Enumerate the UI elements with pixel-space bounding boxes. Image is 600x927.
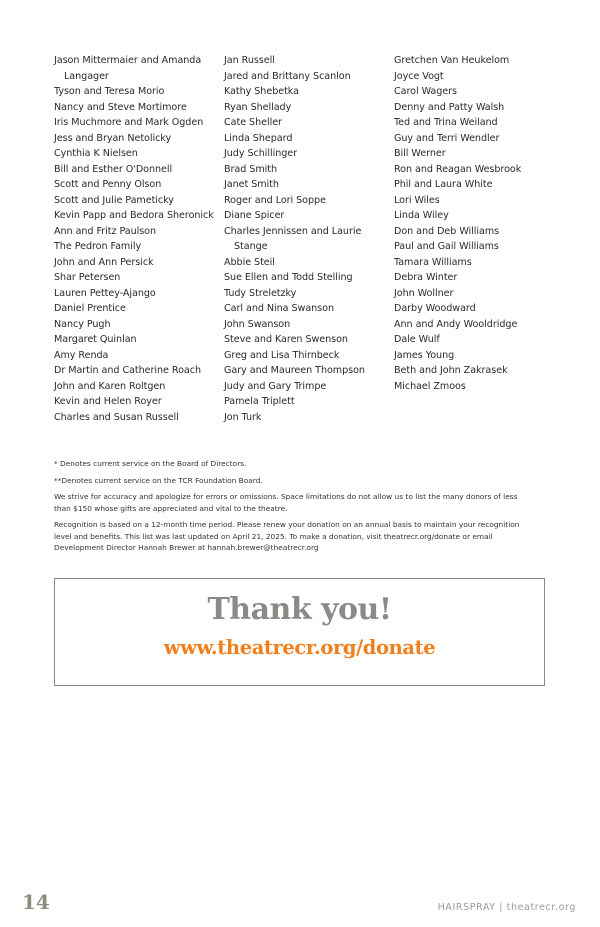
donor-name: Kevin Papp and Bedora Sheronick — [54, 210, 214, 221]
donor-name: Margaret Quinlan — [54, 334, 137, 345]
donor-name: Dale Wulf — [394, 334, 440, 345]
donor-column-3 — [394, 53, 559, 394]
donor-name: Charles and Susan Russell — [54, 411, 179, 423]
donor-name: Shar Petersen — [54, 272, 121, 283]
donor-name: Bill and Esther O'Donnell — [54, 163, 173, 175]
donor-name: Cynthia K Nielsen — [54, 148, 138, 159]
thank-you-box — [54, 578, 545, 686]
donor-name: Janet Smith — [224, 179, 279, 190]
donor-name: Don and Deb Williams — [394, 225, 500, 237]
donor-name: Jess and Bryan Netolicky — [54, 132, 172, 144]
board-note: * Denotes current service on the Board of Directors. — [54, 459, 247, 468]
donor-name: Jason Mittermaier and Amanda Langager — [54, 55, 202, 82]
donor-name: Roger and Lori Soppe — [224, 194, 326, 206]
donor-name: Carl and Nina Swanson — [224, 303, 334, 314]
donor-name: John and Karen Roltgen — [54, 380, 166, 392]
donor-name: Jared and Brittany Scanlon — [224, 70, 351, 82]
donor-name: Guy and Terri Wendler — [394, 132, 500, 144]
page-number: 14 — [22, 890, 50, 914]
donor-name: Sue Ellen and Todd Stelling — [224, 272, 353, 283]
donor-name: Ted and Trina Weiland — [394, 117, 498, 128]
donor-name: Nancy and Steve Mortimore — [54, 101, 187, 113]
donor-name: Jan Russell — [224, 55, 275, 66]
donor-name: Tudy Streletzky — [224, 287, 297, 299]
donor-name: Bill Werner — [394, 148, 446, 159]
donor-name: Paul and Gail Williams — [394, 241, 499, 252]
donor-name: Diane Spicer — [224, 210, 285, 221]
donor-name: Gretchen Van Heukelom — [394, 55, 510, 66]
accuracy-note: We strive for accuracy and apologize for errors or omissions. Space limitations do not allow us to list the many donors of less than $150 whose gifts are appreciated and vital to the theatre. — [54, 492, 518, 513]
donor-name: Ann and Fritz Paulson — [54, 225, 157, 237]
donor-name: Judy and Gary Trimpe — [224, 380, 327, 392]
donor-name: Dr Martin and Catherine Roach — [54, 365, 201, 376]
donor-name: John and Ann Persick — [54, 256, 154, 268]
donor-name: Ryan Shellady — [224, 101, 292, 113]
donor-name: Beth and John Zakrasek — [394, 365, 508, 376]
donor-name: Cate Sheller — [224, 117, 282, 128]
donor-name: Denny and Patty Walsh — [394, 101, 505, 113]
donor-name: Charles Jennissen and Laurie Stange — [224, 225, 362, 252]
foundation-note: **Denotes current service on the TCR Foundation Board. — [54, 475, 263, 485]
donor-name: John Wollner — [394, 287, 454, 299]
donor-name: Kathy Shebetka — [224, 86, 299, 97]
donor-name: Pamela Triplett — [224, 396, 295, 407]
donor-name: Judy Schillinger — [224, 148, 298, 159]
donor-name: Greg and Lisa Thirnbeck — [224, 349, 340, 361]
donor-name: Lauren Pettey-Ajango — [54, 287, 156, 299]
donor-name: Linda Shepard — [224, 132, 293, 144]
footer-text: HAIRSPRAY | theatrecr.org — [437, 902, 576, 913]
donor-name: James Young — [394, 349, 455, 361]
donor-name: Ann and Andy Wooldridge — [394, 318, 518, 330]
donor-name: Gary and Maureen Thompson — [224, 365, 365, 376]
donor-name: Jon Turk — [224, 411, 262, 423]
donor-name: Kevin and Helen Royer — [54, 396, 162, 407]
donor-name: Ron and Reagan Wesbrook — [394, 163, 522, 175]
donor-name: Michael Zmoos — [394, 380, 466, 392]
donor-name: Iris Muchmore and Mark Ogden — [54, 117, 204, 128]
donor-name: John Swanson — [224, 318, 291, 330]
donor-name: Debra Winter — [394, 272, 458, 283]
donor-column-1 — [54, 53, 219, 425]
donor-name: Darby Woodward — [394, 303, 476, 314]
donor-name: Tyson and Teresa Morio — [54, 86, 165, 97]
donor-name: Scott and Penny Olson — [54, 179, 162, 190]
donor-name: Phil and Laura White — [394, 179, 493, 190]
donor-name: Joyce Vogt — [394, 70, 444, 82]
donor-name: Scott and Julie Pameticky — [54, 194, 174, 206]
donor-name: Brad Smith — [224, 163, 277, 175]
donor-name: Daniel Prentice — [54, 303, 126, 314]
donor-name: Carol Wagers — [394, 86, 457, 97]
notes-section — [54, 458, 524, 558]
donor-name: The Pedron Family — [54, 241, 142, 252]
donor-name: Abbie Steil — [224, 256, 275, 268]
donor-name: Nancy Pugh — [54, 318, 111, 330]
donor-name: Tamara Williams — [394, 256, 472, 268]
donor-name: Amy Renda — [54, 349, 109, 361]
recognition-note: Recognition is based on a 12-month time period. Please renew your donation on an annual basis to maintain your recognition level and benefits. This list was last updated on April 21, 2025. To make a donation, visit theatrecr.org/donate or email Development Director Hannah Brewer at hannah.brewer@theatrecr.org — [54, 520, 520, 552]
donor-name: Steve and Karen Swenson — [224, 334, 348, 345]
donor-name: Lori Wiles — [394, 194, 440, 206]
donate-link[interactable]: www.theatrecr.org/donate — [163, 636, 436, 659]
donor-column-2 — [224, 53, 389, 425]
donor-name: Linda Wiley — [394, 210, 449, 221]
thank-you-title: Thank you! — [207, 592, 392, 627]
